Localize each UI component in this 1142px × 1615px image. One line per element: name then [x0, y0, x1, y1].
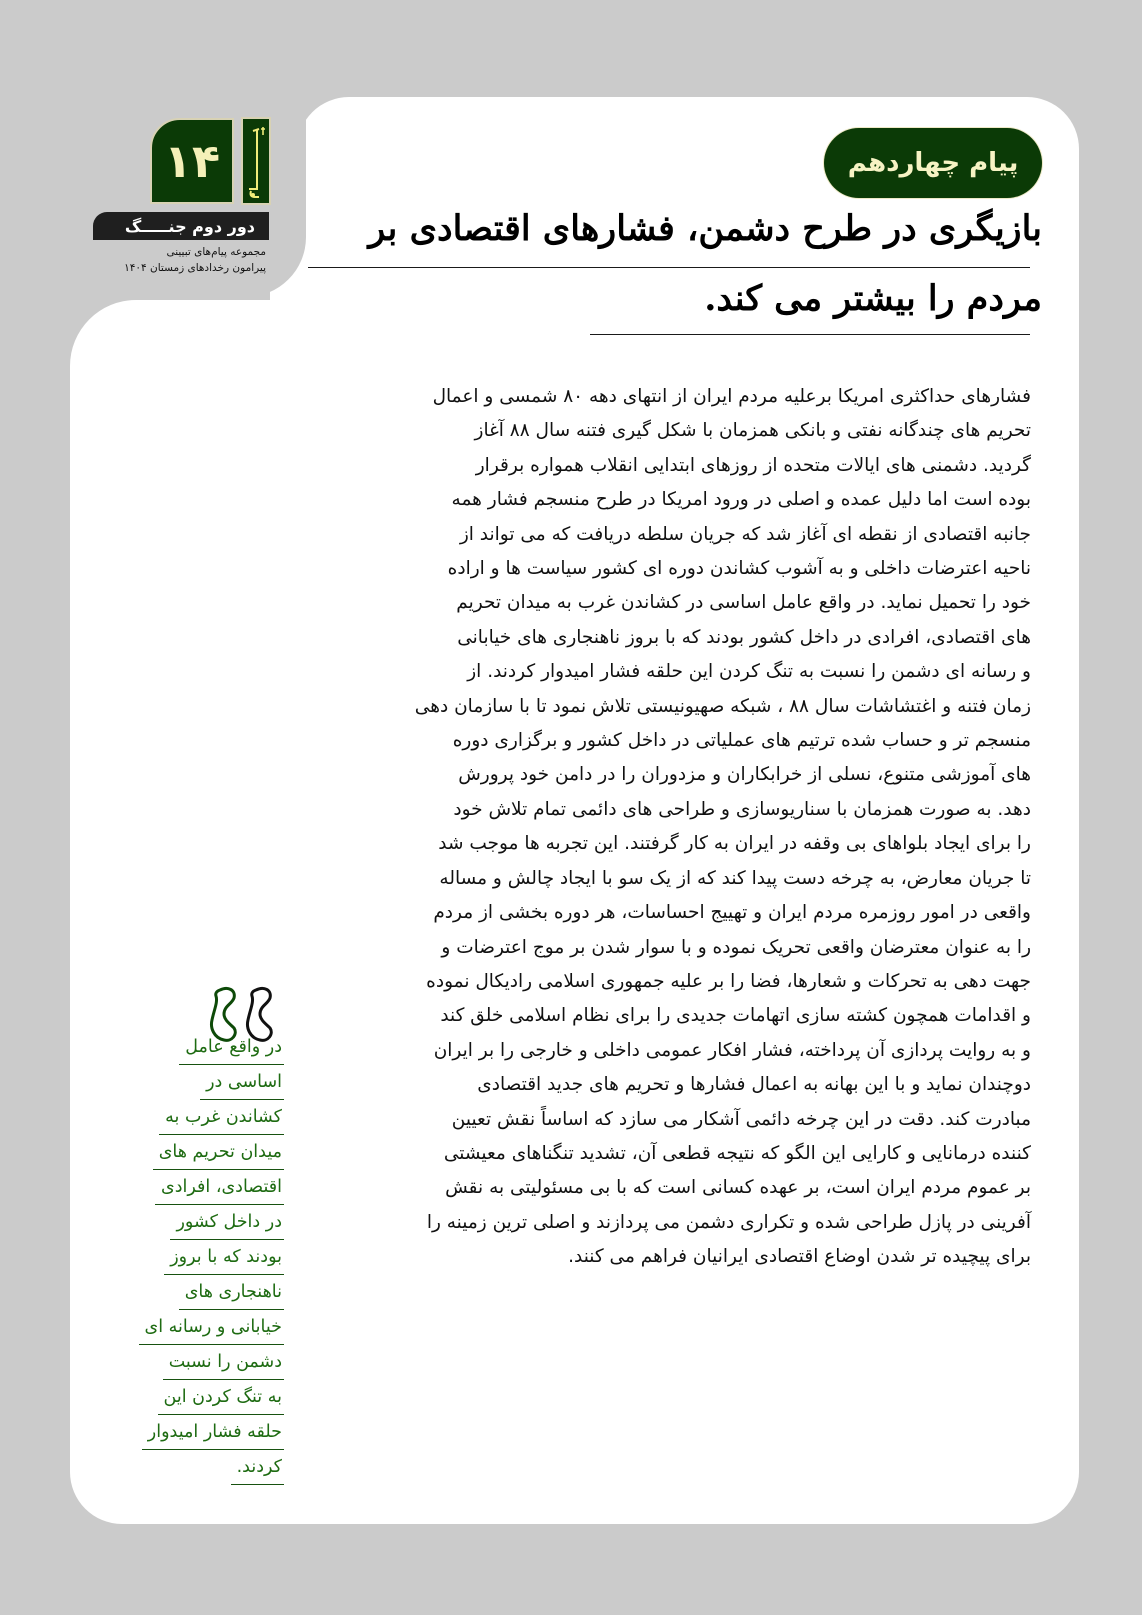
body-line: آفرینی در پازل طراحی شده و تکراری دشمن می پردازند و اصلی ترین زمینه را	[426, 1211, 1031, 1233]
pull-quote-line: بودند که با بروز	[164, 1241, 284, 1275]
title-underline-1	[308, 267, 1030, 268]
pull-quote-line: دشمن را نسبت	[163, 1346, 284, 1380]
body-line: بوده است اما دلیل عمده و اصلی در ورود امریکا در طرح منسجم فشار همه	[451, 489, 1031, 511]
message-label-pill: پیام چهاردهم	[824, 128, 1042, 198]
body-line: های آموزشی متنوع، نسلی از خرابکاران و مزدوران را در دامن خود پرورش	[458, 764, 1031, 786]
body-line: دهد. به صورت همزمان با سناریوسازی و طراحی های دائمی تمام تلاش خود	[453, 798, 1031, 820]
series-subtitle	[90, 244, 266, 276]
body-line: ناحیه اعترضات داخلی و به آشوب کشاندن دوره ای کشور سیاست ها و اراده	[447, 558, 1031, 580]
message-number-badge: ۱۴	[150, 118, 234, 204]
body-paragraph	[305, 380, 1031, 1275]
pull-quote	[112, 1030, 284, 1485]
pull-quote-line: ناهنجاری های	[179, 1276, 284, 1310]
body-line: تا جریان معارض، به چرخه دست پیدا کند که از یک سو با ایجاد چالش و مساله	[439, 867, 1031, 889]
body-line: برای پیچیده تر شدن اوضاع اقتصادی ایرانیان فراهم می کنند.	[568, 1246, 1031, 1268]
body-line: جانبه اقتصادی از نقطه ای آغاز شد که جریان سلطه دریافت که می تواند از	[459, 523, 1031, 545]
pull-quote-line: اساسی در	[200, 1066, 284, 1100]
pull-quote-line: خیابانی و رسانه ای	[139, 1311, 285, 1345]
body-line: جهت دهی به تحرکات و شعارها، فضا را بر علیه جمهوری اسلامی رادیکال نموده	[426, 970, 1031, 992]
pull-quote-line: اقتصادی، افرادی	[155, 1171, 284, 1205]
body-line: مبادرت کند. دقت در این چرخه دائمی آشکار می سازد که اساساً نقش تعیین	[451, 1108, 1031, 1130]
series-subtitle-line2: پیرامون رخدادهای زمستان ۱۴۰۴	[124, 262, 266, 274]
calligraphy-logo-icon	[243, 119, 269, 203]
body-line: بر عموم مردم ایران است، بر عهده کسانی است که با بی مسئولیتی به نقش	[445, 1177, 1031, 1199]
body-line: فشارهای حداکثری امریکا برعلیه مردم ایران از انتهای دهه ۸۰ شمسی و اعمال	[432, 386, 1031, 407]
body-line: و اقدامات همچون کشته سازی اتهامات جدیدی را برای نظام اسلامی خلق کند	[440, 1005, 1031, 1027]
body-line: را به عنوان معترضان واقعی تحریک نموده و با سوار شدن بر موج اعترضات و	[441, 936, 1031, 958]
body-line: دوچندان نماید و با این بهانه به اعمال فشارها و تحریم های جدید اقتصادی	[477, 1074, 1031, 1096]
series-logo-bar	[241, 117, 271, 205]
pull-quote-line: کردند.	[231, 1451, 284, 1485]
series-title: دور دوم جنـــــگ	[93, 212, 269, 240]
pull-quote-line: کشاندن غرب به	[159, 1101, 284, 1135]
title-underline-2	[590, 334, 1030, 335]
body-line: را برای ایجاد بلواهای بی وقفه در ایران به کار گرفتند. این تجربه ها موجب شد	[438, 833, 1031, 855]
pull-quote-line: حلقه فشار امیدوار	[142, 1416, 284, 1450]
body-line: گردید. دشمنی های ایالات متحده از روزهای ابتدایی انقلاب همواره برقرار	[475, 454, 1031, 476]
body-line: تحریم های چندگانه نفتی و بانکی همزمان با شکل گیری فتنه سال ۸۸ آغاز	[474, 420, 1031, 442]
page-title-line2: مردم را بیشتر می کند.	[704, 278, 1042, 319]
body-line: زمان فتنه و اغتشاشات سال ۸۸ ، شبکه صهیونیستی تلاش نمود تا با سازمان دهی	[414, 695, 1031, 717]
series-subtitle-line1: مجموعه پیام‌های تبیینی	[166, 246, 266, 258]
body-line: واقعی در امور روزمره مردم ایران و تهییج احساسات، هر دوره بخشی از مردم	[433, 902, 1031, 924]
pull-quote-line: به تنگ کردن این	[158, 1381, 284, 1415]
body-line: خود را تحمیل نماید. در واقع عامل اساسی در کشاندن غرب به میدان تحریم	[456, 592, 1031, 614]
pull-quote-line: در داخل کشور	[170, 1206, 284, 1240]
pull-quote-line: میدان تحریم های	[153, 1136, 284, 1170]
body-line: و رسانه ای دشمن را نسبت به تنگ کردن این حلقه فشار امیدوار کردند. از	[467, 661, 1031, 683]
body-line: های اقتصادی، افرادی در داخل کشور بودند که با بروز ناهنجاری های خیابانی	[457, 626, 1031, 648]
body-line: و به روایت پردازی آن پرداخته، فشار افکار عمومی داخلی و خارجی را بر ایران	[433, 1039, 1031, 1061]
pull-quote-line: در واقع عامل	[179, 1031, 284, 1065]
body-line: منسجم تر و حساب شده ترتیم های عملیاتی در داخل کشور و برگزاری دوره	[452, 730, 1031, 752]
page-title-line1: بازیگری در طرح دشمن، فشارهای اقتصادی بر	[368, 208, 1042, 249]
body-line: کننده درمانایی و کارایی این الگو که نتیجه قطعی آن، تشدید تنگناهای معیشتی	[443, 1142, 1031, 1164]
